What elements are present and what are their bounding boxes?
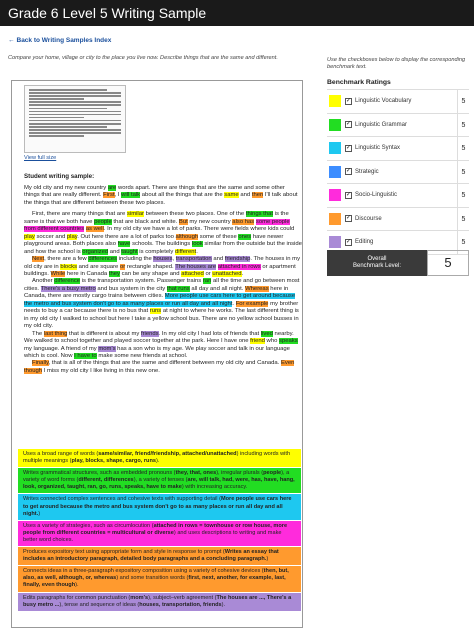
- comment-text: houses, transportation, friends: [139, 601, 222, 608]
- comment-text: Writes connected complex sentences and cohesive texts with supporting detail (: [23, 496, 221, 503]
- comment-text: attached in rows = townhouse or row house, more people from different countries = multicultural or diverse: [23, 522, 288, 536]
- comment-text: ) with increasing accuracy.: [181, 484, 248, 491]
- benchmark-label: Editing: [355, 239, 374, 246]
- benchmark-comment: [18, 521, 301, 546]
- benchmark-checkbox[interactable]: ✓: [346, 121, 352, 128]
- student-essay: [24, 185, 302, 375]
- benchmark-ratings-title: Benchmark Ratings: [327, 79, 391, 86]
- writing-prompt: Compare your home, village or city to the place you live now. Describe things that are the same and different.: [8, 55, 278, 61]
- benchmark-score: 5: [457, 161, 469, 184]
- essay-paragraph-6: Finally, that is all of the things that are the same and different between my old city and Canada. Even though I miss my old city I like living in this new one.: [24, 360, 295, 374]
- essay-paragraph-5: The last thing that is different is about my friends. In my old city I had lots of friends that lived nearby. We walked to school together and played soccer together at the park. Here I have one friend who speaks my language. A friend of my mom's has a son who is my age. We play soccer and talk in our language which is cool. Now I have to make some new friends at school.: [24, 330, 298, 359]
- comment-text: ), subject–verb agreement (: [148, 594, 217, 601]
- comment-text: ), a variety of tenses (: [133, 477, 188, 484]
- benchmark-row: [327, 90, 469, 114]
- comment-text: then, but, also, as well, although, or, whereas: [23, 568, 289, 582]
- essay-paragraph-4: Another difference is the transportation system. Passenger trains ran all the time and go between most cities. There's a busy metro and bus system in the city that runs all day and all night. Whereas here in Canada, there are mostly cargo trains between cities. More people use cars here to get around because the metro and bus system don't go to as many places or run all day and all night. For example my brother needs to buy a car because there is no bus that runs at night to where he works. The last different thing is in my old city I walked to school but here I take a yellow school bus. There are no yellow school busses in my old city.: [24, 278, 300, 330]
- benchmark-row: [327, 137, 469, 161]
- benchmark-score: 5: [457, 208, 469, 231]
- comment-text: ), a variety of word forms (: [23, 470, 290, 484]
- back-link-label: Back to Writing Samples Index: [16, 37, 112, 44]
- benchmark-checkbox[interactable]: ✓: [346, 215, 352, 222]
- benchmark-row: [327, 208, 469, 232]
- comment-text: More people use cars here to get around because the metro and bus system don't go to as many places or run all day and all night.: [23, 496, 292, 517]
- benchmark-comment: [18, 468, 301, 493]
- benchmark-row: [327, 184, 469, 208]
- comment-text: ), irregular plurals (: [216, 470, 264, 477]
- checkbox-instructions: Use the checkboxes below to display the corresponding benchmark text.: [327, 57, 466, 70]
- comment-text: ).: [75, 582, 79, 589]
- view-full-size-link[interactable]: View full size: [24, 155, 57, 161]
- benchmark-table: [327, 89, 469, 255]
- benchmark-label: Linguistic Syntax: [355, 145, 401, 152]
- benchmark-comments: [18, 449, 301, 612]
- benchmark-color-swatch: [329, 166, 341, 178]
- benchmark-color-swatch: [329, 142, 341, 154]
- comment-text: mom's: [130, 594, 149, 601]
- benchmark-color-swatch: [329, 95, 341, 107]
- benchmark-checkbox[interactable]: ✓: [346, 144, 352, 151]
- back-arrow-icon: ←: [8, 37, 15, 44]
- comment-text: ): [38, 510, 41, 517]
- benchmark-color-swatch: [329, 236, 341, 248]
- comment-text: Connects ideas in a three-paragraph expository composition using a variety of cohesive devices (: [23, 568, 264, 575]
- benchmark-comment: [18, 494, 301, 519]
- writing-sample-thumbnail[interactable]: [24, 85, 126, 153]
- benchmark-comment: [18, 593, 301, 611]
- comment-text: Writes an essay that includes an introductory paragraph, detailed body paragraphs and a concluding paragraph.: [23, 549, 279, 563]
- comment-text: ) and some transition words (: [116, 575, 189, 582]
- benchmark-score: 5: [457, 231, 469, 254]
- essay-paragraph-1: My old city and my new country are words apart. There are things that are the same and some other things that are really different. First, I will talk about all the things that are the same and then I'll talk about the things that are different between these two places.: [24, 185, 298, 206]
- overall-benchmark: [327, 250, 469, 276]
- overall-label-line2: Benchmark Level:: [352, 263, 402, 269]
- comment-text: Produces expository text using appropriate form and style in response to prompt (: [23, 549, 225, 556]
- benchmark-color-swatch: [329, 119, 341, 131]
- student-sample-title: Student writing sample:: [24, 173, 95, 180]
- benchmark-color-swatch: [329, 213, 341, 225]
- comment-text: ): [266, 556, 269, 563]
- benchmark-row: [327, 161, 469, 185]
- comment-text: The houses are ..., There's a busy metro ...: [23, 594, 292, 608]
- benchmark-color-swatch: [329, 189, 341, 201]
- comment-text: play, blocks, shape, cargo, runs: [71, 458, 156, 465]
- benchmark-checkbox[interactable]: ✓: [346, 238, 352, 245]
- benchmark-comment: [18, 566, 301, 591]
- comment-text: Uses a variety of strategies, such as circumlocution (: [23, 522, 154, 529]
- benchmark-score: 5: [457, 137, 469, 160]
- comment-text: ) and uses descriptions to writing and make better word choices.: [23, 529, 282, 543]
- benchmark-label: Linguistic Grammar: [355, 121, 408, 128]
- essay-paragraph-2: First, there are many things that are similar between these two places. One of the things that is the same is that we both have people that are black and white. But my new country also has some people from different countries as well. In my old city we have a lot of parks. There were fields where kids could play soccer and play. Out here there are a lot of parks too although some of these ones have newer playground areas. Both places also have schools. The buildings look similar from the outside but the inside and how the school is organized and taught is completely different.: [24, 211, 302, 255]
- back-to-index-link[interactable]: [8, 37, 111, 44]
- benchmark-checkbox[interactable]: ✓: [346, 168, 352, 175]
- comment-text: ) including words with multiple meanings (: [23, 451, 291, 465]
- benchmark-checkbox[interactable]: ✓: [346, 97, 352, 104]
- comment-text: ).: [221, 601, 226, 608]
- benchmark-label: Strategic: [355, 168, 379, 175]
- benchmark-row: [327, 114, 469, 138]
- essay-paragraph-3: Next, there are a few differences including the houses, transportation and friendship. The houses in my old city are in blocks and are square or rectangle shaped. The houses are attached in rows or apartment buildings. While here in Canada they can be any shape and attached or unattached.: [24, 256, 301, 277]
- page-title: Grade 6 Level 5 Writing Sample: [0, 0, 474, 26]
- benchmark-checkbox[interactable]: ✓: [346, 191, 352, 198]
- benchmark-score: 5: [457, 184, 469, 207]
- benchmark-comment: [18, 449, 301, 467]
- benchmark-score: 5: [457, 90, 469, 113]
- benchmark-comment: [18, 547, 301, 565]
- comment-text: Uses a broad range of words (: [23, 451, 99, 457]
- comment-text: Edits paragraphs for common punctuation (: [23, 594, 131, 601]
- comment-text: different, differences: [78, 477, 134, 484]
- comment-text: ), tense and sequence of ideas (: [59, 601, 140, 608]
- comment-text: first, next, another, for example, last, finally, even though: [23, 575, 286, 589]
- overall-benchmark-label: [327, 250, 427, 276]
- comment-text: are, will talk, had, were, has, have, hang, look, organized, taught, ran, go, runs, speaks, have to make: [23, 477, 295, 491]
- benchmark-label: Socio-Linguistic: [355, 192, 398, 199]
- comment-text: ).: [155, 458, 160, 465]
- overall-benchmark-score: 5: [427, 250, 469, 276]
- comment-text: they, that, ones: [175, 470, 217, 477]
- overall-label-line1: Overall: [367, 256, 387, 262]
- benchmark-label: Discourse: [355, 215, 382, 222]
- comment-text: same/similar, friend/friendship, attached/unattached: [98, 451, 237, 457]
- benchmark-score: 5: [457, 114, 469, 137]
- comment-text: Writes grammatical structures, such as embedded pronouns (: [23, 470, 176, 477]
- comment-text: people: [263, 470, 282, 477]
- benchmark-label: Linguistic Vocabulary: [355, 98, 412, 105]
